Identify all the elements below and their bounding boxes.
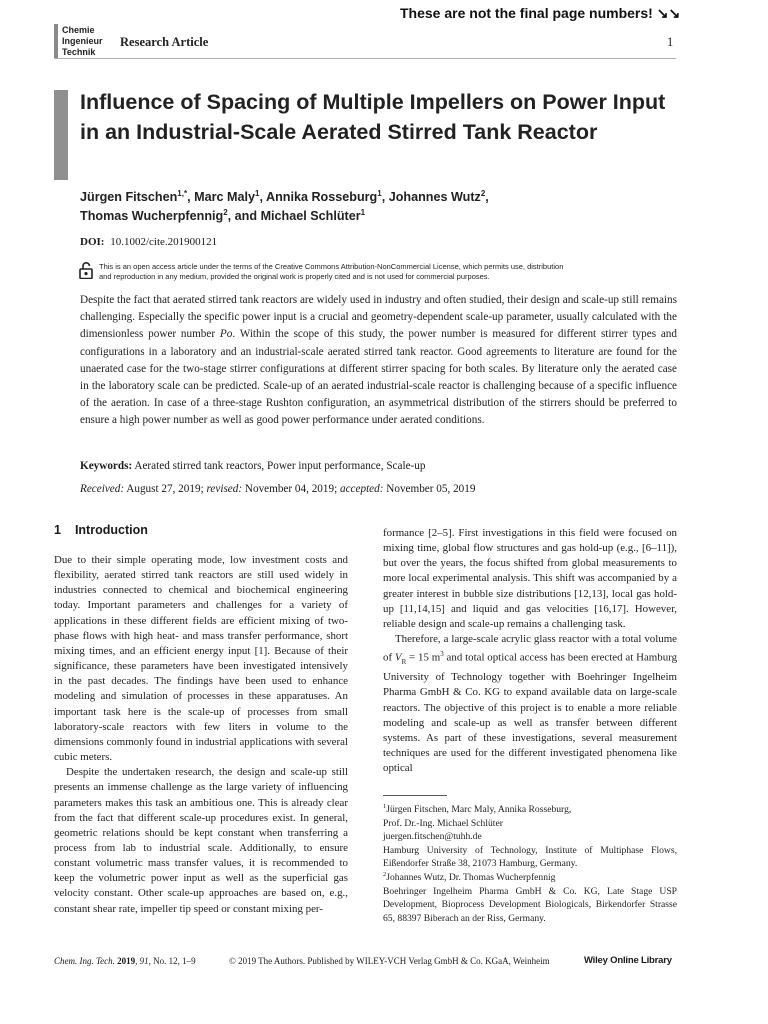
corresponding-mark: *	[183, 189, 188, 198]
journal-name-line: Technik	[62, 47, 96, 57]
footnote: $^1$Jürgen Fitschen, Marc Maly, Annika Rosseburg,	[383, 803, 572, 815]
paragraph: Despite the undertaken research, the design and scale-up still presents an immense challenge as the large variety of influencing parameters makes this task an ambitious one. This is already clear from the fact that different scale-up procedures exist. In general, geometric relations should be kept constant when transferring a process from lab to industrial scale. Additionally, to ensure constant volumetric mass transfer values, it is recommended to keep the volumetric power input as well as the superficial gas velocity constant. Other scale-up approaches are based on, e.g., constant shear rate, impeller tip speed or constant mixing per-	[54, 766, 348, 915]
copyright-footer: © 2019 The Authors. Published by WILEY-VCH Verlag GmbH & Co. KGaA, Weinheim	[229, 956, 550, 966]
author: Annika Rosseburg$^1$,	[265, 189, 389, 204]
author: Marc Maly$^1$,	[194, 189, 266, 204]
title-accent-bar	[54, 90, 68, 180]
page-number: 1	[667, 35, 674, 49]
footnote: $^2$Johannes Wutz, Dr. Thomas Wucherpfennig	[383, 870, 556, 883]
author: Michael Schlüter$^1$	[260, 208, 366, 223]
keywords-value: Aerated stirred tank reactors, Power input performance, Scale-up	[134, 460, 426, 472]
section-title: Introduction	[74, 523, 148, 537]
open-lock-icon	[79, 261, 93, 279]
paragraph: Due to their simple operating mode, low investment costs and flexibility, aerated stirred tank reactors are still used widely in industries connected to chemical and biochemical engineering today. Important parameters and challenges for a variety of applications in these different fields are efficient mixing of two-phase flows with high heat- and mass transfer performance, short mixing times, and an efficient energy input [1]. Because of their significance, these parameters have been investigated intensively in the past decades. The findings have been used to enhance modeling and simulation of processes in these apparatuses. An important task here is the scale-up of processes from small laboratory-scale reactors with few liters in volume to the dimensions commonly found in industrial applications with several cubic meters.	[54, 554, 348, 764]
body-column-right	[383, 526, 677, 776]
doi-label: DOI:	[80, 236, 105, 248]
footnote-divider	[383, 795, 447, 796]
article-title: Influence of Spacing of Multiple Impellers on Power Input in an Industrial-Scale Aerated Stirred Tank Reactor	[80, 90, 666, 144]
author: Thomas Wucherpfennig$^2$, and	[80, 208, 261, 223]
doi	[80, 236, 217, 248]
keywords-label: Keywords:	[80, 460, 133, 472]
affiliation-footnotes	[383, 803, 677, 925]
journal-name-line: Ingenieur	[62, 36, 103, 46]
footnote: Prof. Dr.-Ing. Michael Schlüter	[383, 817, 503, 829]
open-access-notice	[99, 262, 679, 282]
keywords	[80, 460, 425, 472]
article-type: Research Article	[120, 35, 209, 49]
draft-notice: These are not the final page numbers! ↘↘	[400, 5, 681, 21]
author-list	[80, 188, 680, 226]
open-access-line: This is an open access article under the terms of the Creative Commons Attribution-NonCommercial License, which permits use, distribution	[99, 262, 564, 271]
footnote: Boehringer Ingelheim Pharma GmbH & Co. KG, Late Stage USP Development, Bioprocess Development Biologicals, Birkendorfer Strasse 65, 88397 Biberach an der Riss, Germany.	[383, 885, 677, 924]
publication-dates: Received: August 27, 2019; revised: November 04, 2019; accepted: November 05, 2019	[80, 483, 476, 495]
publisher-link[interactable]: Wiley Online Library	[584, 955, 672, 966]
email-link[interactable]: juergen.fitschen@tuhh.de	[383, 831, 482, 843]
paragraph: Therefore, a large-scale acrylic glass reactor with a total volume of $V_R = 15$ $m^3$ and total optical access has been erected at Hamburg University of Technology together with Boehringer Ingelheim Pharma GmbH & Co. KG to expand available data on large-scale reactors. The objective of this project is to enable a more reliable modeling and scale-up as well as transfer between different systems. As part of these investigations, several measurement techniques are used for the different investigated phenomena like optical	[383, 633, 678, 775]
section-heading	[54, 523, 148, 537]
open-access-line: and reproduction in any medium, provided the original work is properly cited and is not used for commercial purposes.	[99, 272, 490, 281]
journal-name-line: Chemie	[62, 25, 95, 35]
paragraph: formance [2–5]. First investigations in this field were focused on mixing time, global flow structures and gas hold-up (e.g., [6–11]), but over the years, the focus shifted from global measurements to more local experimental analysis. This shift was accompanied by a greater interest in bubble size distributions [12,13], local gas hold-up [11,14,15] and liquid and gas velocities [16,17]. However, reliable design and scale-up remains a challenging task.	[383, 527, 677, 630]
doi-link[interactable]: 10.1002/cite.201900121	[110, 236, 218, 248]
abstract: Despite the fact that aerated stirred tank reactors are widely used in industry and often studied, their design and scale-up still remains challenging. Especially the specific power input is a crucial and geometry-dependent scale-up parameter, usually calculated with the dimensionless power number Po. Within the scope of this study, the power number is measured for different stirrer types and configurations in a laboratory and an industrial-scale aerated stirred tank reactor. Good agreements to literature are found for the unaerated case for the two-stage stirrer configurations at different stirrer spacing for both scales. By literature only the aerated case in the laboratory scale can be predicted. Scale-up of an aerated industrial-scale reactor is challenging because of a specific influence of the aeration. In case of a three-stage Rushton configuration, an asymmetrical distribution of the stirrers should be preferred to ensure a high power number as well as good power performance under aerated conditions.	[80, 294, 677, 427]
citation-footer: Chem. Ing. Tech. 2019, 91, No. 12, 1–9	[54, 956, 196, 966]
author: Johannes Wutz$^2$,	[388, 189, 489, 204]
header-divider	[54, 58, 676, 59]
footnote: Hamburg University of Technology, Institute of Multiphase Flows, Eißendorfer Straße 38, 21073 Hamburg, Germany.	[383, 844, 677, 870]
journal-logo-bar	[54, 24, 58, 58]
body-column-left	[54, 553, 348, 917]
journal-logo-text	[62, 25, 103, 58]
section-number: 1	[54, 523, 61, 537]
author: Jürgen Fitschen$^{1,*}$,	[80, 189, 195, 204]
